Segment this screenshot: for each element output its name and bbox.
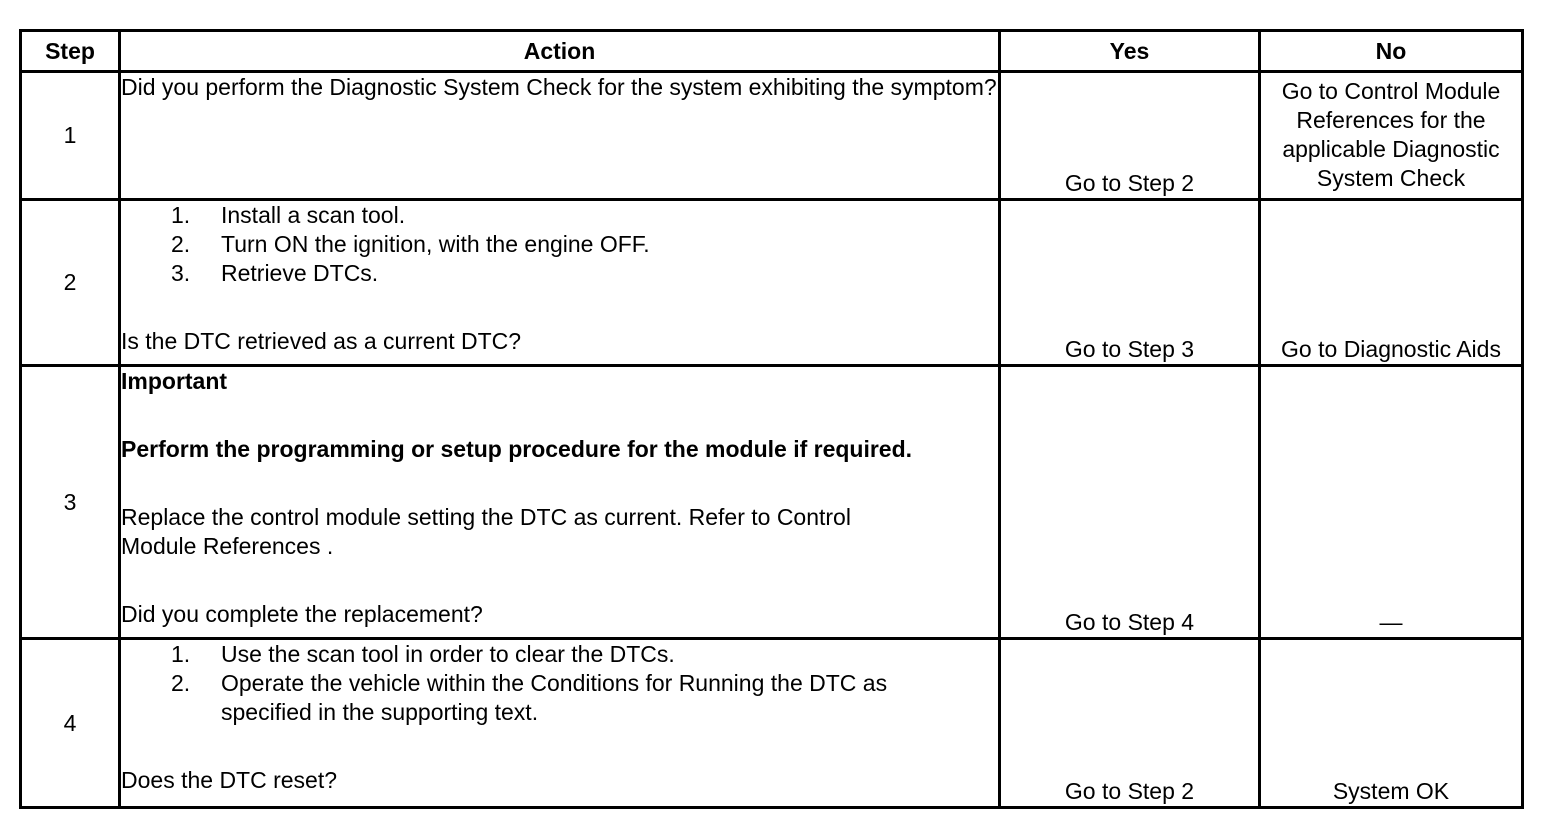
important-label: Important [121,368,228,394]
step-number: 2 [21,200,120,366]
list-item-text: Retrieve DTCs. [221,260,379,286]
diagnostic-table [19,29,1524,809]
yes-result: Go to Step 2 [1000,639,1260,808]
header-action: Action [120,31,1000,72]
no-result: Go to Diagnostic Aids [1260,200,1523,366]
action-cell [120,200,1000,366]
list-item-number: 2. [171,670,191,696]
header-yes: Yes [1000,31,1260,72]
action-cell [120,72,1000,200]
important-note: Perform the programming or setup procedure for the module if required. [121,436,913,462]
list-item [121,259,998,288]
table-row [21,72,1523,200]
yes-result: Go to Step 2 [1000,72,1260,200]
list-item [121,201,998,230]
list-item-text: Use the scan tool in order to clear the DTCs. [221,641,675,667]
list-item-text: Turn ON the ignition, with the engine OFF. [221,231,650,257]
step-number: 4 [21,639,120,808]
list-item-text: Install a scan tool. [221,202,406,228]
list-item-number: 1. [171,641,191,667]
table-row [21,639,1523,808]
table-row [21,366,1523,639]
instruction-list [121,640,998,727]
action-cell [120,639,1000,808]
step-number: 1 [21,72,120,200]
action-cell [120,366,1000,639]
no-result [1260,72,1523,200]
list-item-text: Operate the vehicle within the Conditions for Running the DTC as specified in the supporting text. [221,670,888,725]
list-item-number: 1. [171,202,191,228]
action-instruction: Replace the control module setting the DTC as current. Refer to Control Module References . [121,504,851,559]
header-step: Step [21,31,120,72]
header-no: No [1260,31,1523,72]
action-question: Did you perform the Diagnostic System Check for the system exhibiting the symptom? [121,74,997,100]
no-result: — [1260,366,1523,639]
no-result: System OK [1260,639,1523,808]
instruction-list [121,201,998,288]
yes-result: Go to Step 3 [1000,200,1260,366]
step-number: 3 [21,366,120,639]
list-item [121,669,998,727]
header-row [21,31,1523,72]
action-question: Did you complete the replacement? [121,601,483,627]
action-question: Does the DTC reset? [121,767,338,793]
list-item-number: 2. [171,231,191,257]
list-item-number: 3. [171,260,191,286]
list-item [121,230,998,259]
action-question: Is the DTC retrieved as a current DTC? [121,328,522,354]
yes-result: Go to Step 4 [1000,366,1260,639]
list-item [121,640,998,669]
table-row [21,200,1523,366]
no-result-text: Go to Control Module References for the applicable Diagnostic System Check [1281,78,1501,191]
